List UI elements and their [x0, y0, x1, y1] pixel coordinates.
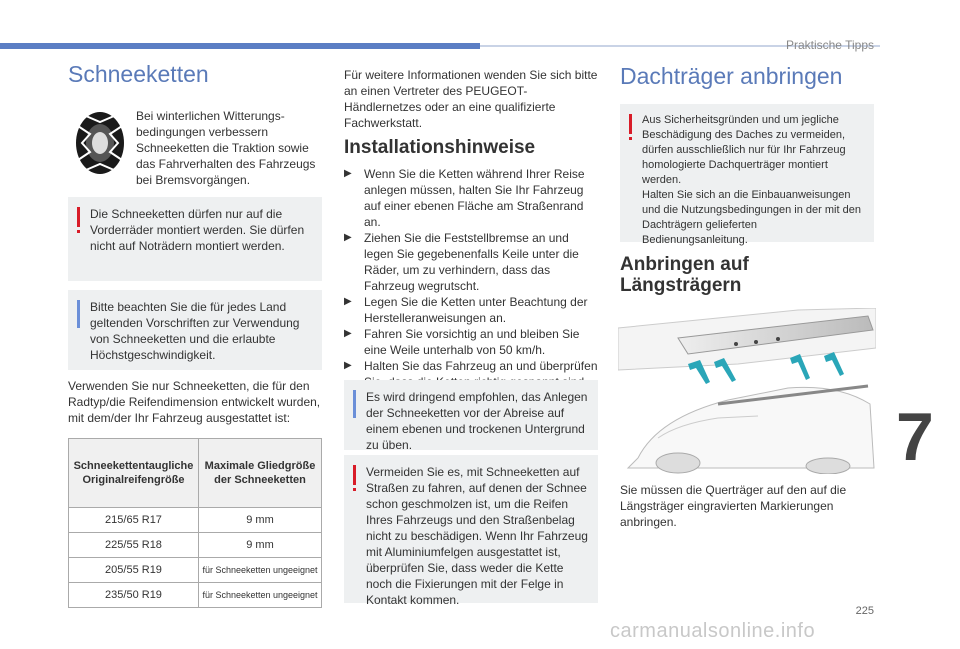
info-practice: Es wird dringend empfohlen, das Anlegen der Schneeketten vor der Abreise auf einem ebenen und trockenen Untergrund zu üben. — [344, 380, 598, 450]
chapter-number: 7 — [896, 399, 934, 475]
table-header: Maximale Gliedgröße der Schneeketten — [199, 439, 322, 508]
title-installation: Installationshinweise — [344, 137, 536, 158]
warning-icon — [77, 207, 80, 227]
dealer-text: Für weitere Informationen wenden Sie sich bitte an einen Vertreter des PEUGEOT-Händlernetzes oder an eine qualifizierte Fachwerkstatt. — [344, 68, 598, 130]
list-item: ▶ Halten Sie das Fahrzeug an und überprüfen — [344, 359, 598, 373]
title-roof-rack: Dachträger anbringen — [620, 63, 843, 89]
arrow-bullet-icon: ▶ — [344, 232, 352, 243]
tire-size-text: Verwenden Sie nur Schneeketten, die für den Radtyp/die Reifendimension entwickelt wurden, mit dem/der Ihr Fahrzeug ausgestattet ist: — [68, 379, 321, 425]
warning-melted-snow: Vermeiden Sie es, mit Schneeketten auf Straßen zu fahren, auf denen der Schnee schon geschmolzen ist, um die Reifen Ihres Fahrzeugs und den Straßenbelag nicht zu beschädigen. Wenn Ihr Fahrzeug mit Aluminiumfelgen ausgestattet ist, überprüfen Sie, dass weder die Kette noch die Fixierungen mit der Felge in Kontakt kommen. — [344, 455, 598, 603]
roof-rack-illustration — [618, 308, 876, 474]
title-snow-chains: Schneeketten — [68, 61, 209, 87]
header-bar — [0, 43, 480, 49]
roof-rack-text: Sie müssen die Querträger auf den auf die Längsträger eingravierten Markierungen anbringen. — [620, 483, 847, 529]
subtitle-line-2: Längsträgern — [620, 275, 742, 296]
list-item: ▶ Wenn Sie die Ketten während Ihrer Reise anlegen müssen, halten Sie Ihr Fahrzeug auf einer ebenen Fläche am Straßenrand an. — [344, 167, 585, 229]
intro-text: Bei winterlichen Witterungs-bedingungen verbessern Schneeketten die Traktion sowie das Fahrverhalten des Fahrzeugs bei Bremsvorgängen. — [136, 109, 316, 187]
right-subheading — [620, 254, 876, 296]
arrow-bullet-icon: ▶ — [344, 360, 352, 371]
info-regulations: Bitte beachten Sie die für jedes Land geltenden Vorschriften zur Verwendung von Schneeketten und die erlaubte Höchstgeschwindigkeit. — [68, 290, 322, 370]
table-row: 235/50 R19 für Schneeketten ungeeignet — [69, 583, 322, 608]
list-item: ▶ Fahren Sie vorsichtig an und bleiben Sie eine Weile unterhalb von 50 km/h. — [344, 327, 580, 357]
list-item: ▶ Ziehen Sie die Feststellbremse an und legen Sie gegebenenfalls Keile unter die Räder, um zu verhindern, dass das Fahrzeug wegrutscht. — [344, 231, 579, 293]
warning-roof-rack: Aus Sicherheitsgründen und um jegliche Beschädigung des Daches zu vermeiden, dürfen ausschließlich nur für Ihr Fahrzeug homologierte Dachquerträger montiert werden. Halten Sie sich an die Einbauanweisungen und die Nutzungsbedingungen in der mit den Dachträgern gelieferten Bedienungsanleitung. — [620, 104, 874, 242]
watermark: carmanualsonline.info — [610, 620, 816, 642]
arrow-bullet-icon: ▶ — [344, 296, 352, 307]
table-row: 225/55 R18 9 mm — [69, 533, 322, 558]
left-column — [68, 61, 328, 87]
installation-steps — [344, 166, 600, 390]
table-header: Schneekettentaugliche Originalreifengröße — [69, 439, 199, 508]
section-label: Praktische Tipps — [785, 38, 874, 52]
arrow-bullet-icon: ▶ — [344, 168, 352, 179]
warning-icon — [353, 465, 356, 485]
warning-front-wheels: Die Schneeketten dürfen nur auf die Vorderräder montiert werden. Sie dürfen nicht auf Noträdern montiert werden. — [68, 197, 322, 281]
arrow-bullet-icon: ▶ — [344, 328, 352, 339]
info-icon — [353, 390, 356, 418]
snow-chain-table — [68, 438, 322, 608]
snow-chain-tire-icon — [72, 110, 128, 176]
table-row: 215/65 R17 9 mm — [69, 508, 322, 533]
right-heading — [620, 63, 876, 89]
table-row: 205/55 R19 für Schneeketten ungeeignet — [69, 558, 322, 583]
subtitle-line-1: Anbringen auf — [620, 254, 749, 275]
list-item: ▶ Legen Sie die Ketten unter Beachtung der Herstelleranweisungen an. — [344, 295, 588, 325]
middle-heading — [344, 137, 600, 158]
warning-icon — [629, 114, 632, 134]
info-icon — [77, 300, 80, 328]
page-number: 225 — [855, 605, 874, 617]
